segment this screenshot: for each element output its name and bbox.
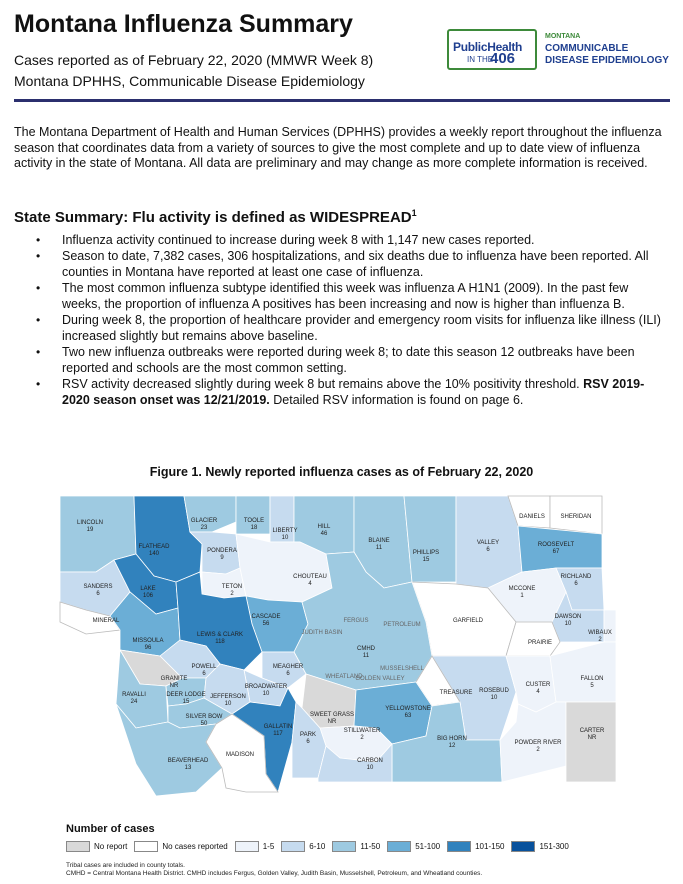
county-label-park: PARK bbox=[300, 732, 316, 738]
county-label-treasure: TREASURE bbox=[439, 690, 473, 696]
county-label-custer: CUSTER bbox=[525, 682, 551, 688]
county-label-missoula: MISSOULA bbox=[132, 638, 164, 644]
list-item: • Season to date, 7,382 cases, 306 hospitalizations, and six deaths due to influenza have been reported. All counties in Montana have reported at least one case of influenza. bbox=[36, 248, 666, 280]
legend-swatch bbox=[66, 841, 90, 852]
legend-label: 101-150 bbox=[475, 841, 505, 851]
county-value-meagher: 6 bbox=[286, 671, 290, 677]
summary-bullet-list bbox=[36, 232, 666, 408]
logo-montana-text: MONTANA bbox=[545, 33, 581, 40]
county-value-chouteau: 4 bbox=[308, 581, 312, 587]
county-label-broadwater: BROADWATER bbox=[244, 684, 288, 690]
county-value-missoula: 96 bbox=[144, 645, 152, 651]
county-label-mineral: MINERAL bbox=[92, 618, 120, 624]
county-value-deer-lodge: 15 bbox=[182, 699, 190, 705]
legend-label: 51-100 bbox=[415, 841, 441, 851]
county-value-lake: 106 bbox=[142, 593, 154, 599]
county-label-carbon: CARBON bbox=[357, 758, 383, 764]
county-value-teton: 2 bbox=[230, 591, 234, 597]
county-fallon bbox=[550, 642, 616, 702]
county-label-madison: MADISON bbox=[225, 752, 255, 758]
county-value-silver-bow: 50 bbox=[200, 721, 208, 727]
region-label-golden-valley: GOLDEN VALLEY bbox=[355, 676, 405, 682]
county-label-lewis-clark: LEWIS & CLARK bbox=[196, 632, 244, 638]
legend-item bbox=[134, 841, 227, 852]
logo-in-the-text: IN THE bbox=[467, 55, 494, 64]
county-wibaux bbox=[604, 610, 616, 642]
county-value-flathead: 140 bbox=[148, 551, 160, 557]
cmhd-note: CMHD = Central Montana Health District. CMHD includes Fergus, Golden Valley, Judith Basin, Musselshell, Petroleum, and Wheatland counties. bbox=[66, 870, 483, 877]
legend-swatch bbox=[281, 841, 305, 852]
county-label-blaine: BLAINE bbox=[368, 538, 390, 544]
county-label-powell: POWELL bbox=[191, 664, 217, 670]
county-label-rosebud: ROSEBUD bbox=[479, 688, 509, 694]
county-value-hill: 46 bbox=[320, 531, 328, 537]
county-value-stillwater: 2 bbox=[360, 735, 364, 741]
legend-label: 11-50 bbox=[360, 841, 381, 851]
footnote-mark: 1 bbox=[411, 208, 417, 218]
county-label-stillwater: STILLWATER bbox=[343, 728, 381, 734]
county-prairie bbox=[506, 622, 560, 656]
county-value-lincoln: 19 bbox=[86, 527, 94, 533]
county-glacier bbox=[184, 496, 236, 532]
list-item: • Influenza activity continued to increase during week 8 with 1,147 new cases reported. bbox=[36, 232, 666, 248]
county-value-mccone: 1 bbox=[520, 593, 524, 599]
legend-label: No cases reported bbox=[162, 841, 228, 851]
region-label-fergus: FERGUS bbox=[343, 618, 369, 624]
county-label-silver-bow: SILVER BOW bbox=[185, 714, 223, 720]
legend-item bbox=[332, 841, 380, 852]
legend-swatch bbox=[387, 841, 411, 852]
legend-label: 151-300 bbox=[539, 841, 569, 851]
county-value-wibaux: 2 bbox=[598, 637, 602, 643]
county-value-roosevelt: 67 bbox=[552, 549, 560, 555]
list-item: • Two new influenza outbreaks were reported during week 8; to date this season 12 outbreaks have been reported and schools are the most common setting. bbox=[36, 344, 666, 376]
county-carter bbox=[566, 702, 616, 782]
county-label-beaverhead: BEAVERHEAD bbox=[167, 758, 209, 764]
county-value-valley: 6 bbox=[486, 547, 490, 553]
county-value-cmhd: 11 bbox=[362, 653, 370, 659]
county-label-granite: GRANITE bbox=[160, 676, 188, 682]
county-label-sheridan: SHERIDAN bbox=[560, 514, 592, 520]
county-value-beaverhead: 13 bbox=[184, 765, 192, 771]
figure-title: Figure 1. Newly reported influenza cases as of February 22, 2020 bbox=[149, 465, 534, 479]
map-legend bbox=[66, 840, 576, 852]
county-value-cascade: 56 bbox=[262, 621, 270, 627]
county-value-glacier: 23 bbox=[200, 525, 208, 531]
county-label-mccone: MCCONE bbox=[508, 586, 536, 592]
county-label-hill: HILL bbox=[317, 524, 331, 530]
legend-swatch bbox=[235, 841, 259, 852]
legend-item bbox=[281, 841, 325, 852]
tribal-note: Tribal cases are included in county totals. bbox=[66, 862, 185, 869]
county-label-gallatin: GALLATIN bbox=[263, 724, 293, 730]
county-value-lewis-clark: 118 bbox=[215, 639, 225, 645]
county-label-glacier: GLACIER bbox=[190, 518, 218, 524]
county-label-sanders: SANDERS bbox=[83, 584, 113, 590]
region-label-petroleum: PETROLEUM bbox=[383, 622, 421, 628]
county-label-big-horn: BIG HORN bbox=[437, 736, 467, 742]
county-label-meagher: MEAGHER bbox=[272, 664, 304, 670]
county-roosevelt bbox=[518, 526, 602, 572]
county-value-carter: NR bbox=[587, 735, 597, 741]
county-value-ravalli: 24 bbox=[130, 699, 138, 705]
county-label-teton: TETON bbox=[221, 584, 243, 590]
county-label-chouteau: CHOUTEAU bbox=[293, 574, 327, 580]
county-label-deer-lodge: DEER LODGE bbox=[166, 692, 206, 698]
county-value-park: 6 bbox=[306, 739, 310, 745]
county-label-lincoln: LINCOLN bbox=[76, 520, 104, 526]
list-item bbox=[36, 376, 666, 408]
legend-swatch bbox=[134, 841, 158, 852]
legend-swatch bbox=[511, 841, 535, 852]
county-value-sweet-grass: NR bbox=[327, 719, 337, 725]
county-value-dawson: 10 bbox=[564, 621, 572, 627]
county-value-rosebud: 10 bbox=[490, 695, 498, 701]
county-value-toole: 18 bbox=[250, 525, 258, 531]
county-label-powder-river: POWDER RIVER bbox=[514, 740, 562, 746]
county-label-valley: VALLEY bbox=[476, 540, 500, 546]
county-value-powder-river: 2 bbox=[536, 747, 540, 753]
county-value-broadwater: 10 bbox=[262, 691, 270, 697]
county-label-roosevelt: ROOSEVELT bbox=[537, 542, 575, 548]
logo-communicable-text: COMMUNICABLE bbox=[545, 43, 629, 54]
montana-county-map bbox=[56, 492, 616, 810]
state-summary-heading-text: State Summary: Flu activity is defined as WIDESPREAD bbox=[14, 209, 412, 226]
county-label-toole: TOOLE bbox=[243, 518, 265, 524]
legend-label: No report bbox=[94, 841, 128, 851]
rsv-detail-text: Detailed RSV information is found on page 6. bbox=[269, 393, 524, 407]
county-value-blaine: 11 bbox=[375, 545, 383, 551]
county-value-jefferson: 10 bbox=[224, 701, 232, 707]
region-label-judith-basin: JUDITH BASIN bbox=[301, 630, 343, 636]
legend-swatch bbox=[332, 841, 356, 852]
header-divider bbox=[14, 99, 670, 102]
county-value-granite: NR bbox=[169, 683, 179, 689]
county-label-flathead: FLATHEAD bbox=[138, 544, 170, 550]
logo-disease-epi-text: DISEASE EPIDEMIOLOGY bbox=[545, 55, 669, 66]
department-subtitle: Montana DPHHS, Communicable Disease Epidemiology bbox=[14, 73, 365, 89]
county-label-fallon: FALLON bbox=[580, 676, 604, 682]
county-label-cascade: CASCADE bbox=[251, 614, 281, 620]
county-label-yellowstone: YELLOWSTONE bbox=[385, 706, 431, 712]
county-label-dawson: DAWSON bbox=[554, 614, 582, 620]
county-value-richland: 6 bbox=[574, 581, 578, 587]
page-title: Montana Influenza Summary bbox=[14, 10, 353, 38]
logo-406-text: 406 bbox=[490, 50, 516, 67]
logo-public-health-text: PublicHealth bbox=[453, 40, 523, 54]
county-value-powell: 6 bbox=[202, 671, 206, 677]
rsv-onset-bold: RSV 2019-2020 season onset was 12/21/2019. bbox=[62, 377, 645, 407]
county-value-big-horn: 12 bbox=[448, 743, 456, 749]
legend-swatch bbox=[447, 841, 471, 852]
county-value-yellowstone: 63 bbox=[404, 713, 412, 719]
county-label-pondera: PONDERA bbox=[207, 548, 237, 554]
county-value-custer: 4 bbox=[536, 689, 540, 695]
legend-label: 1-5 bbox=[262, 841, 275, 851]
county-label-liberty: LIBERTY bbox=[272, 528, 298, 534]
legend-label: 6-10 bbox=[309, 841, 326, 851]
county-label-prairie: PRAIRIE bbox=[527, 640, 553, 646]
county-value-liberty: 10 bbox=[281, 535, 289, 541]
county-label-lake: LAKE bbox=[140, 586, 156, 592]
legend-item bbox=[511, 841, 568, 852]
county-label-phillips: PHILLIPS bbox=[412, 550, 440, 556]
county-label-carter: CARTER bbox=[579, 728, 605, 734]
county-value-phillips: 15 bbox=[422, 557, 430, 563]
list-item: • During week 8, the proportion of healthcare provider and emergency room visits for influenza like illness (ILI) increased slightly but remains above baseline. bbox=[36, 312, 666, 344]
county-label-jefferson: JEFFERSON bbox=[210, 694, 246, 700]
county-value-fallon: 5 bbox=[590, 683, 594, 689]
county-value-pondera: 9 bbox=[220, 555, 224, 561]
region-label-musselshell: MUSSELSHELL bbox=[380, 666, 424, 672]
county-label-sweet-grass: SWEET GRASS bbox=[310, 712, 354, 718]
county-value-sanders: 6 bbox=[96, 591, 100, 597]
region-label-wheatland: WHEATLAND bbox=[325, 674, 363, 680]
county-label-daniels: DANIELS bbox=[519, 514, 545, 520]
county-label-garfield: GARFIELD bbox=[452, 618, 484, 624]
legend-title: Number of cases bbox=[66, 823, 155, 835]
county-value-carbon: 10 bbox=[366, 765, 374, 771]
report-date-subtitle: Cases reported as of February 22, 2020 (MMWR Week 8) bbox=[14, 52, 374, 68]
county-label-ravalli: RAVALLI bbox=[122, 692, 146, 698]
intro-paragraph: The Montana Department of Health and Human Services (DPHHS) provides a weekly report throughout the influenza season that coordinates data from a variety of sources to give the most complete and up to date view of influenza activity in the state of Montana. All data are preliminary and may change as more complete information is received. bbox=[14, 125, 662, 170]
county-value-gallatin: 117 bbox=[273, 731, 283, 737]
rsv-text: RSV activity decreased slightly during week 8 but remains above the 10% positivity threshold. bbox=[62, 377, 580, 391]
list-item: • The most common influenza subtype identified this week was influenza A H1N1 (2009). In the past few weeks, the proportion of influenza A positives has been increasing and now is higher than influenza B. bbox=[36, 280, 666, 312]
legend-item bbox=[235, 841, 275, 852]
legend-item bbox=[387, 841, 440, 852]
county-label-wibaux: WIBAUX bbox=[588, 630, 612, 636]
state-summary-heading bbox=[14, 208, 417, 226]
legend-item bbox=[66, 841, 127, 852]
county-label-richland: RICHLAND bbox=[560, 574, 592, 580]
county-label-cmhd: CMHD bbox=[357, 646, 375, 652]
legend-item bbox=[447, 841, 504, 852]
county-phillips bbox=[404, 496, 456, 582]
